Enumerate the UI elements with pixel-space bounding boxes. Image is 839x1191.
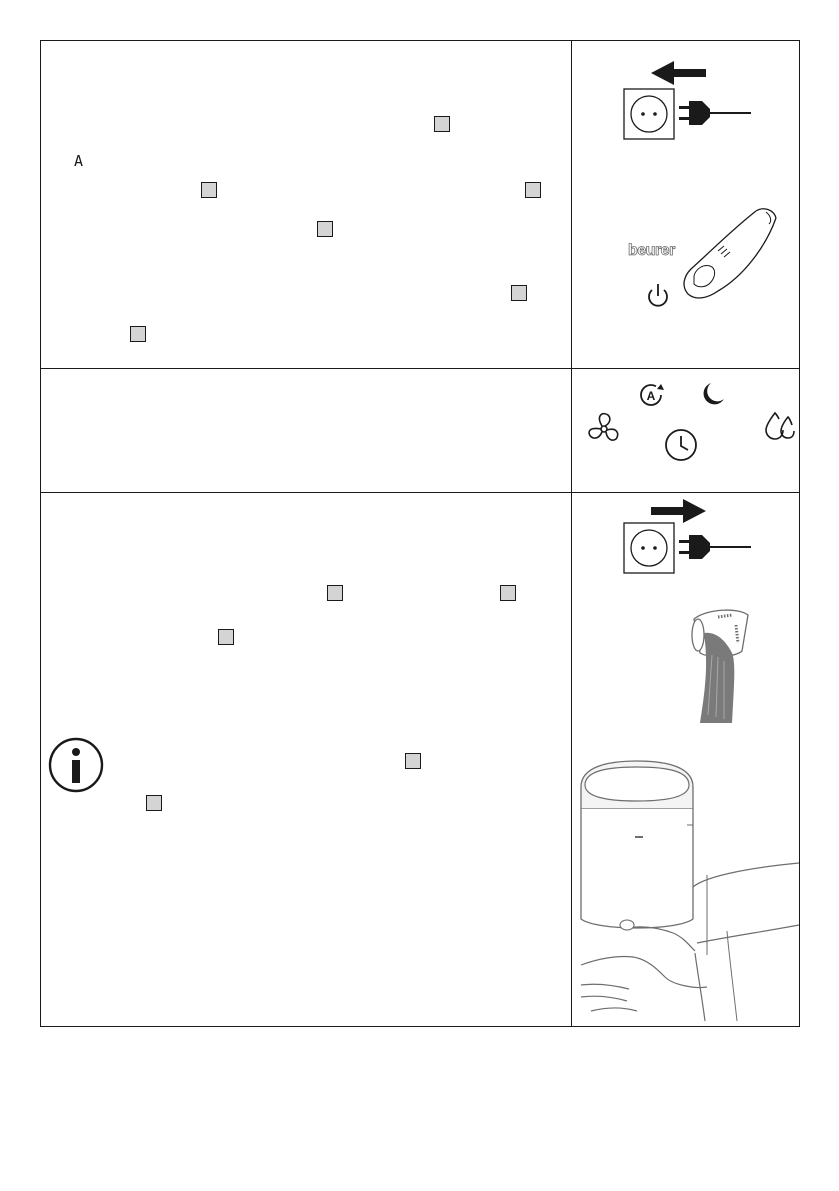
power-socket-icon [624, 89, 674, 139]
column-divider [571, 369, 572, 492]
section-power-on [41, 41, 799, 369]
svg-text:A: A [646, 389, 656, 403]
auto-mode-icon [641, 384, 664, 405]
mode-icons [581, 373, 796, 485]
instruction-table [40, 40, 800, 1027]
arrow-left-icon [651, 61, 706, 85]
brand-logo: beurer [628, 242, 675, 259]
placeholder-marker [525, 182, 541, 198]
placeholder-marker [201, 182, 217, 198]
placeholder-marker [218, 629, 234, 645]
placeholder-marker [317, 221, 333, 237]
placeholder-marker [146, 795, 162, 811]
placeholder-marker [434, 116, 450, 132]
night-mode-icon [704, 383, 724, 404]
power-socket-icon [624, 523, 674, 573]
timer-icon [666, 430, 696, 460]
humidifier-icon [581, 761, 693, 928]
fan-icon [589, 414, 618, 441]
power-icon [649, 284, 667, 306]
humidity-icon [766, 413, 794, 439]
humidifier-illustration [577, 755, 801, 1025]
info-icon [47, 736, 105, 794]
power-plug-icon [679, 101, 751, 125]
finger-icon [684, 209, 776, 298]
placeholder-marker [405, 753, 421, 769]
placeholder-marker [130, 326, 146, 342]
plug-in-illustration [606, 499, 776, 581]
power-plug-icon [679, 535, 751, 559]
section-modes [41, 369, 799, 493]
placeholder-marker [327, 585, 343, 601]
water-pouring-illustration [646, 605, 766, 725]
placeholder-marker [500, 585, 516, 601]
placeholder-marker [511, 285, 527, 301]
power-button-illustration [616, 206, 786, 326]
arrow-right-icon [651, 499, 706, 523]
section-water-refill [41, 493, 799, 1027]
unplug-illustration [606, 59, 776, 141]
display-glyph: A [74, 152, 84, 170]
column-divider [571, 41, 572, 368]
column-divider [571, 493, 572, 1027]
